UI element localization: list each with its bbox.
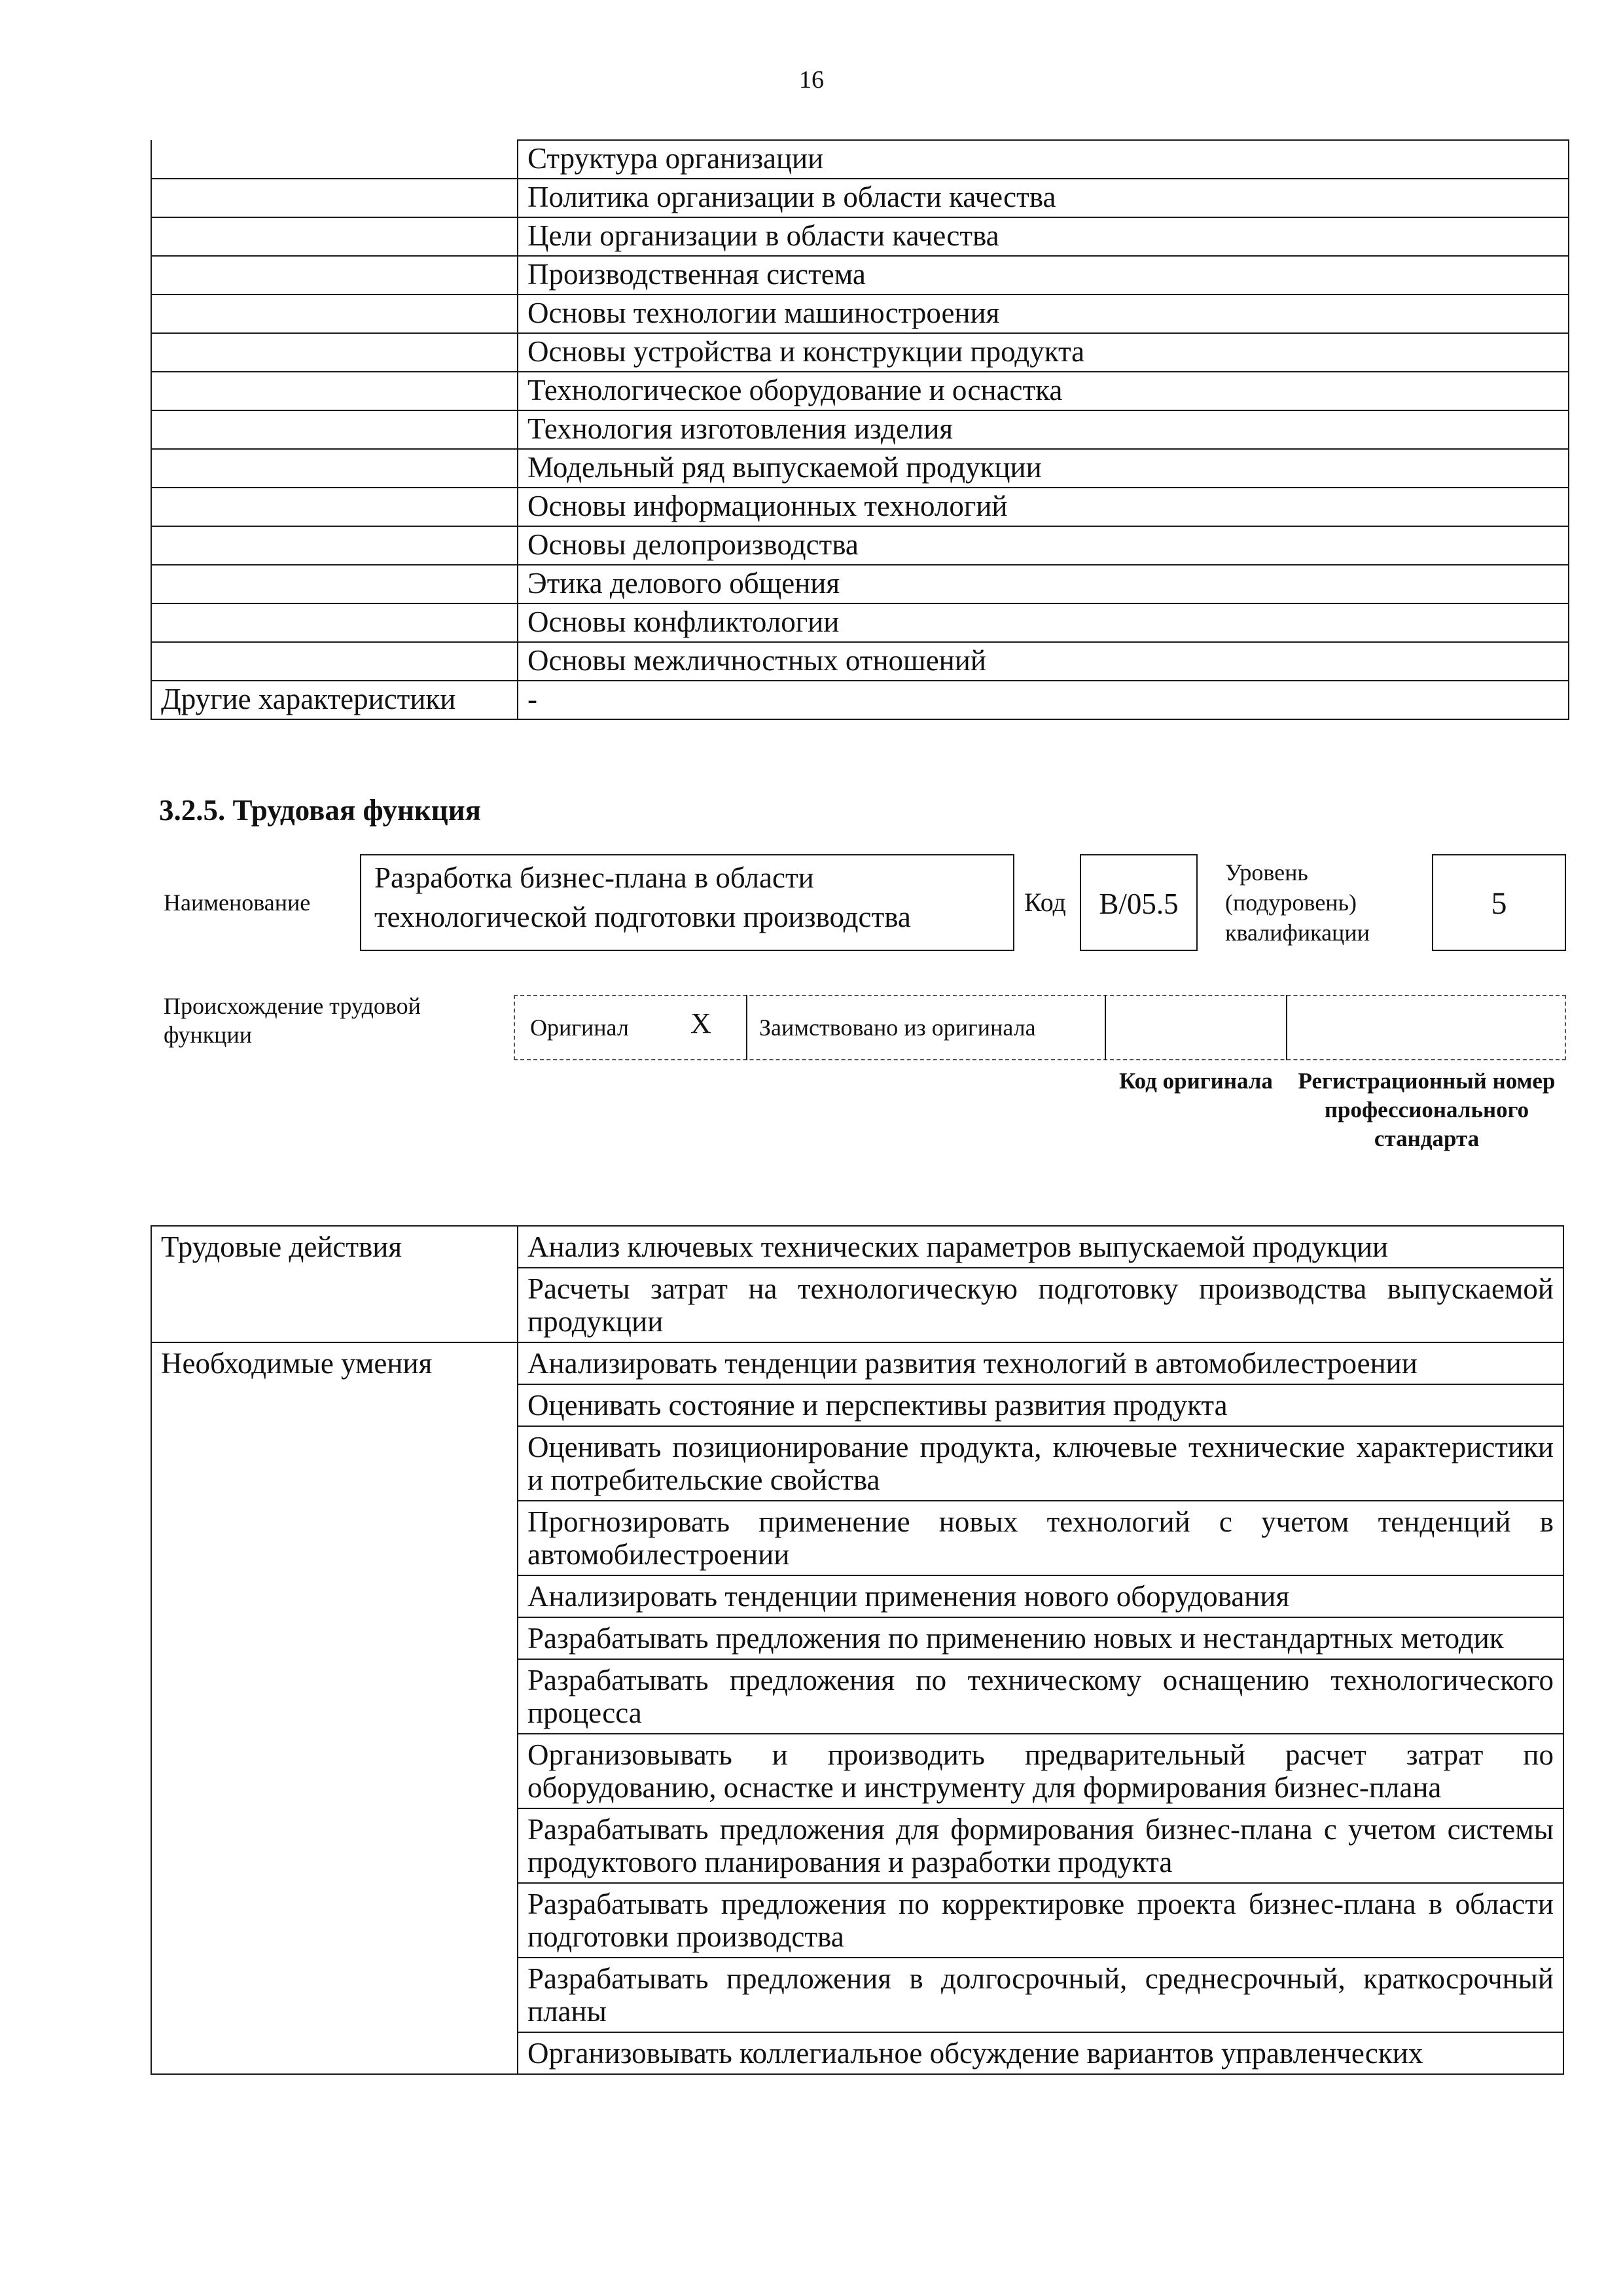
borrowed-label: Заимствовано из оригинала <box>759 1014 1036 1041</box>
registration-caption: Регистрационный номер профессионального стандарта <box>1298 1068 1556 1151</box>
table-row <box>151 488 1569 526</box>
knowledge-item: Модельный ряд выпускаемой продукции <box>518 449 1569 488</box>
skill-item: Разрабатывать предложения по техническому оснащению технологического процесса <box>518 1659 1563 1734</box>
table-row <box>151 449 1569 488</box>
left-cell <box>151 179 518 217</box>
code-value-box <box>1080 854 1198 951</box>
level-value-box <box>1432 854 1566 951</box>
left-cell <box>151 410 518 449</box>
action-item: Расчеты затрат на технологическую подготовку производства выпускаемой продукции <box>518 1268 1563 1342</box>
left-cell <box>151 565 518 603</box>
other-characteristics-label: Другие характеристики <box>151 681 518 719</box>
skill-item: Оценивать позиционирование продукта, ключевые технические характеристики и потребительские свойства <box>518 1426 1563 1501</box>
knowledge-item: Основы делопроизводства <box>518 526 1569 565</box>
details-table <box>151 1225 1564 2075</box>
skill-item: Организовывать и производить предварительный расчет затрат по оборудованию, оснастке и инструменту для формирования бизнес-плана <box>518 1734 1563 1808</box>
left-cell <box>151 217 518 256</box>
skills-label: Необходимые умения <box>151 1342 518 2074</box>
left-cell <box>151 642 518 681</box>
skill-item: Анализировать тенденции применения нового оборудования <box>518 1575 1563 1617</box>
origin-divider <box>746 995 747 1060</box>
skill-item: Разрабатывать предложения по корректировке проекта бизнес-плана в области подготовки производства <box>518 1883 1563 1958</box>
left-cell <box>151 140 518 179</box>
section-title: 3.2.5. Трудовая функция <box>159 794 482 827</box>
knowledge-item: Основы устройства и конструкции продукта <box>518 333 1569 372</box>
table-row <box>151 217 1569 256</box>
skill-item: Организовывать коллегиальное обсуждение вариантов управленческих <box>518 2032 1563 2074</box>
knowledge-item: Технология изготовления изделия <box>518 410 1569 449</box>
left-cell <box>151 333 518 372</box>
origin-label: Происхождение трудовой функции <box>164 993 421 1048</box>
left-cell <box>151 372 518 410</box>
knowledge-item: Производственная система <box>518 256 1569 295</box>
level-label: Уровень (подуровень) квалификации <box>1225 859 1370 946</box>
left-cell <box>151 526 518 565</box>
function-name-box <box>360 854 1014 951</box>
other-characteristics-value: - <box>518 681 1569 719</box>
table-row <box>151 565 1569 603</box>
knowledge-table <box>151 139 1569 720</box>
left-cell <box>151 449 518 488</box>
knowledge-item: Основы межличностных отношений <box>518 642 1569 681</box>
knowledge-item: Цели организации в области качества <box>518 217 1569 256</box>
code-label: Код <box>1024 888 1066 917</box>
table-row <box>151 1342 1563 1384</box>
table-row <box>151 526 1569 565</box>
knowledge-item: Основы конфликтологии <box>518 603 1569 642</box>
actions-label: Трудовые действия <box>151 1226 518 1342</box>
origin-frame <box>514 995 1566 1060</box>
knowledge-item: Технологическое оборудование и оснастка <box>518 372 1569 410</box>
skill-item: Оценивать состояние и перспективы развития продукта <box>518 1384 1563 1426</box>
knowledge-item: Основы информационных технологий <box>518 488 1569 526</box>
knowledge-item: Этика делового общения <box>518 565 1569 603</box>
page-number: 16 <box>799 66 824 94</box>
skill-item: Разрабатывать предложения по применению новых и нестандартных методик <box>518 1617 1563 1659</box>
name-label: Наименование <box>164 889 311 916</box>
origin-divider <box>1105 995 1106 1060</box>
knowledge-item: Политика организации в области качества <box>518 179 1569 217</box>
code-value: B/05.5 <box>1099 888 1179 920</box>
skill-item: Разрабатывать предложения для формирования бизнес-плана с учетом системы продуктового планирования и разработки продукта <box>518 1808 1563 1883</box>
table-row <box>151 681 1569 719</box>
table-row <box>151 372 1569 410</box>
original-label: Оригинал <box>530 1014 629 1041</box>
table-row <box>151 140 1569 179</box>
table-row <box>151 256 1569 295</box>
table-row <box>151 1226 1563 1268</box>
function-name: Разработка бизнес-плана в области технологической подготовки производства <box>374 861 911 933</box>
left-cell <box>151 603 518 642</box>
table-row <box>151 295 1569 333</box>
action-item: Анализ ключевых технических параметров выпускаемой продукции <box>518 1226 1563 1268</box>
code-caption: Код оригинала <box>1119 1068 1273 1094</box>
skill-item: Анализировать тенденции развития технологий в автомобилестроении <box>518 1342 1563 1384</box>
skill-item: Разрабатывать предложения в долгосрочный, среднесрочный, краткосрочный планы <box>518 1958 1563 2032</box>
table-row <box>151 333 1569 372</box>
table-row <box>151 410 1569 449</box>
original-mark: X <box>690 1007 711 1039</box>
level-value: 5 <box>1491 886 1507 921</box>
table-row <box>151 603 1569 642</box>
skill-item: Прогнозировать применение новых технологий с учетом тенденций в автомобилестроении <box>518 1501 1563 1575</box>
knowledge-item: Структура организации <box>518 140 1569 179</box>
left-cell <box>151 295 518 333</box>
knowledge-item: Основы технологии машиностроения <box>518 295 1569 333</box>
left-cell <box>151 488 518 526</box>
table-row <box>151 179 1569 217</box>
table-row <box>151 642 1569 681</box>
left-cell <box>151 256 518 295</box>
origin-divider <box>1286 995 1287 1060</box>
